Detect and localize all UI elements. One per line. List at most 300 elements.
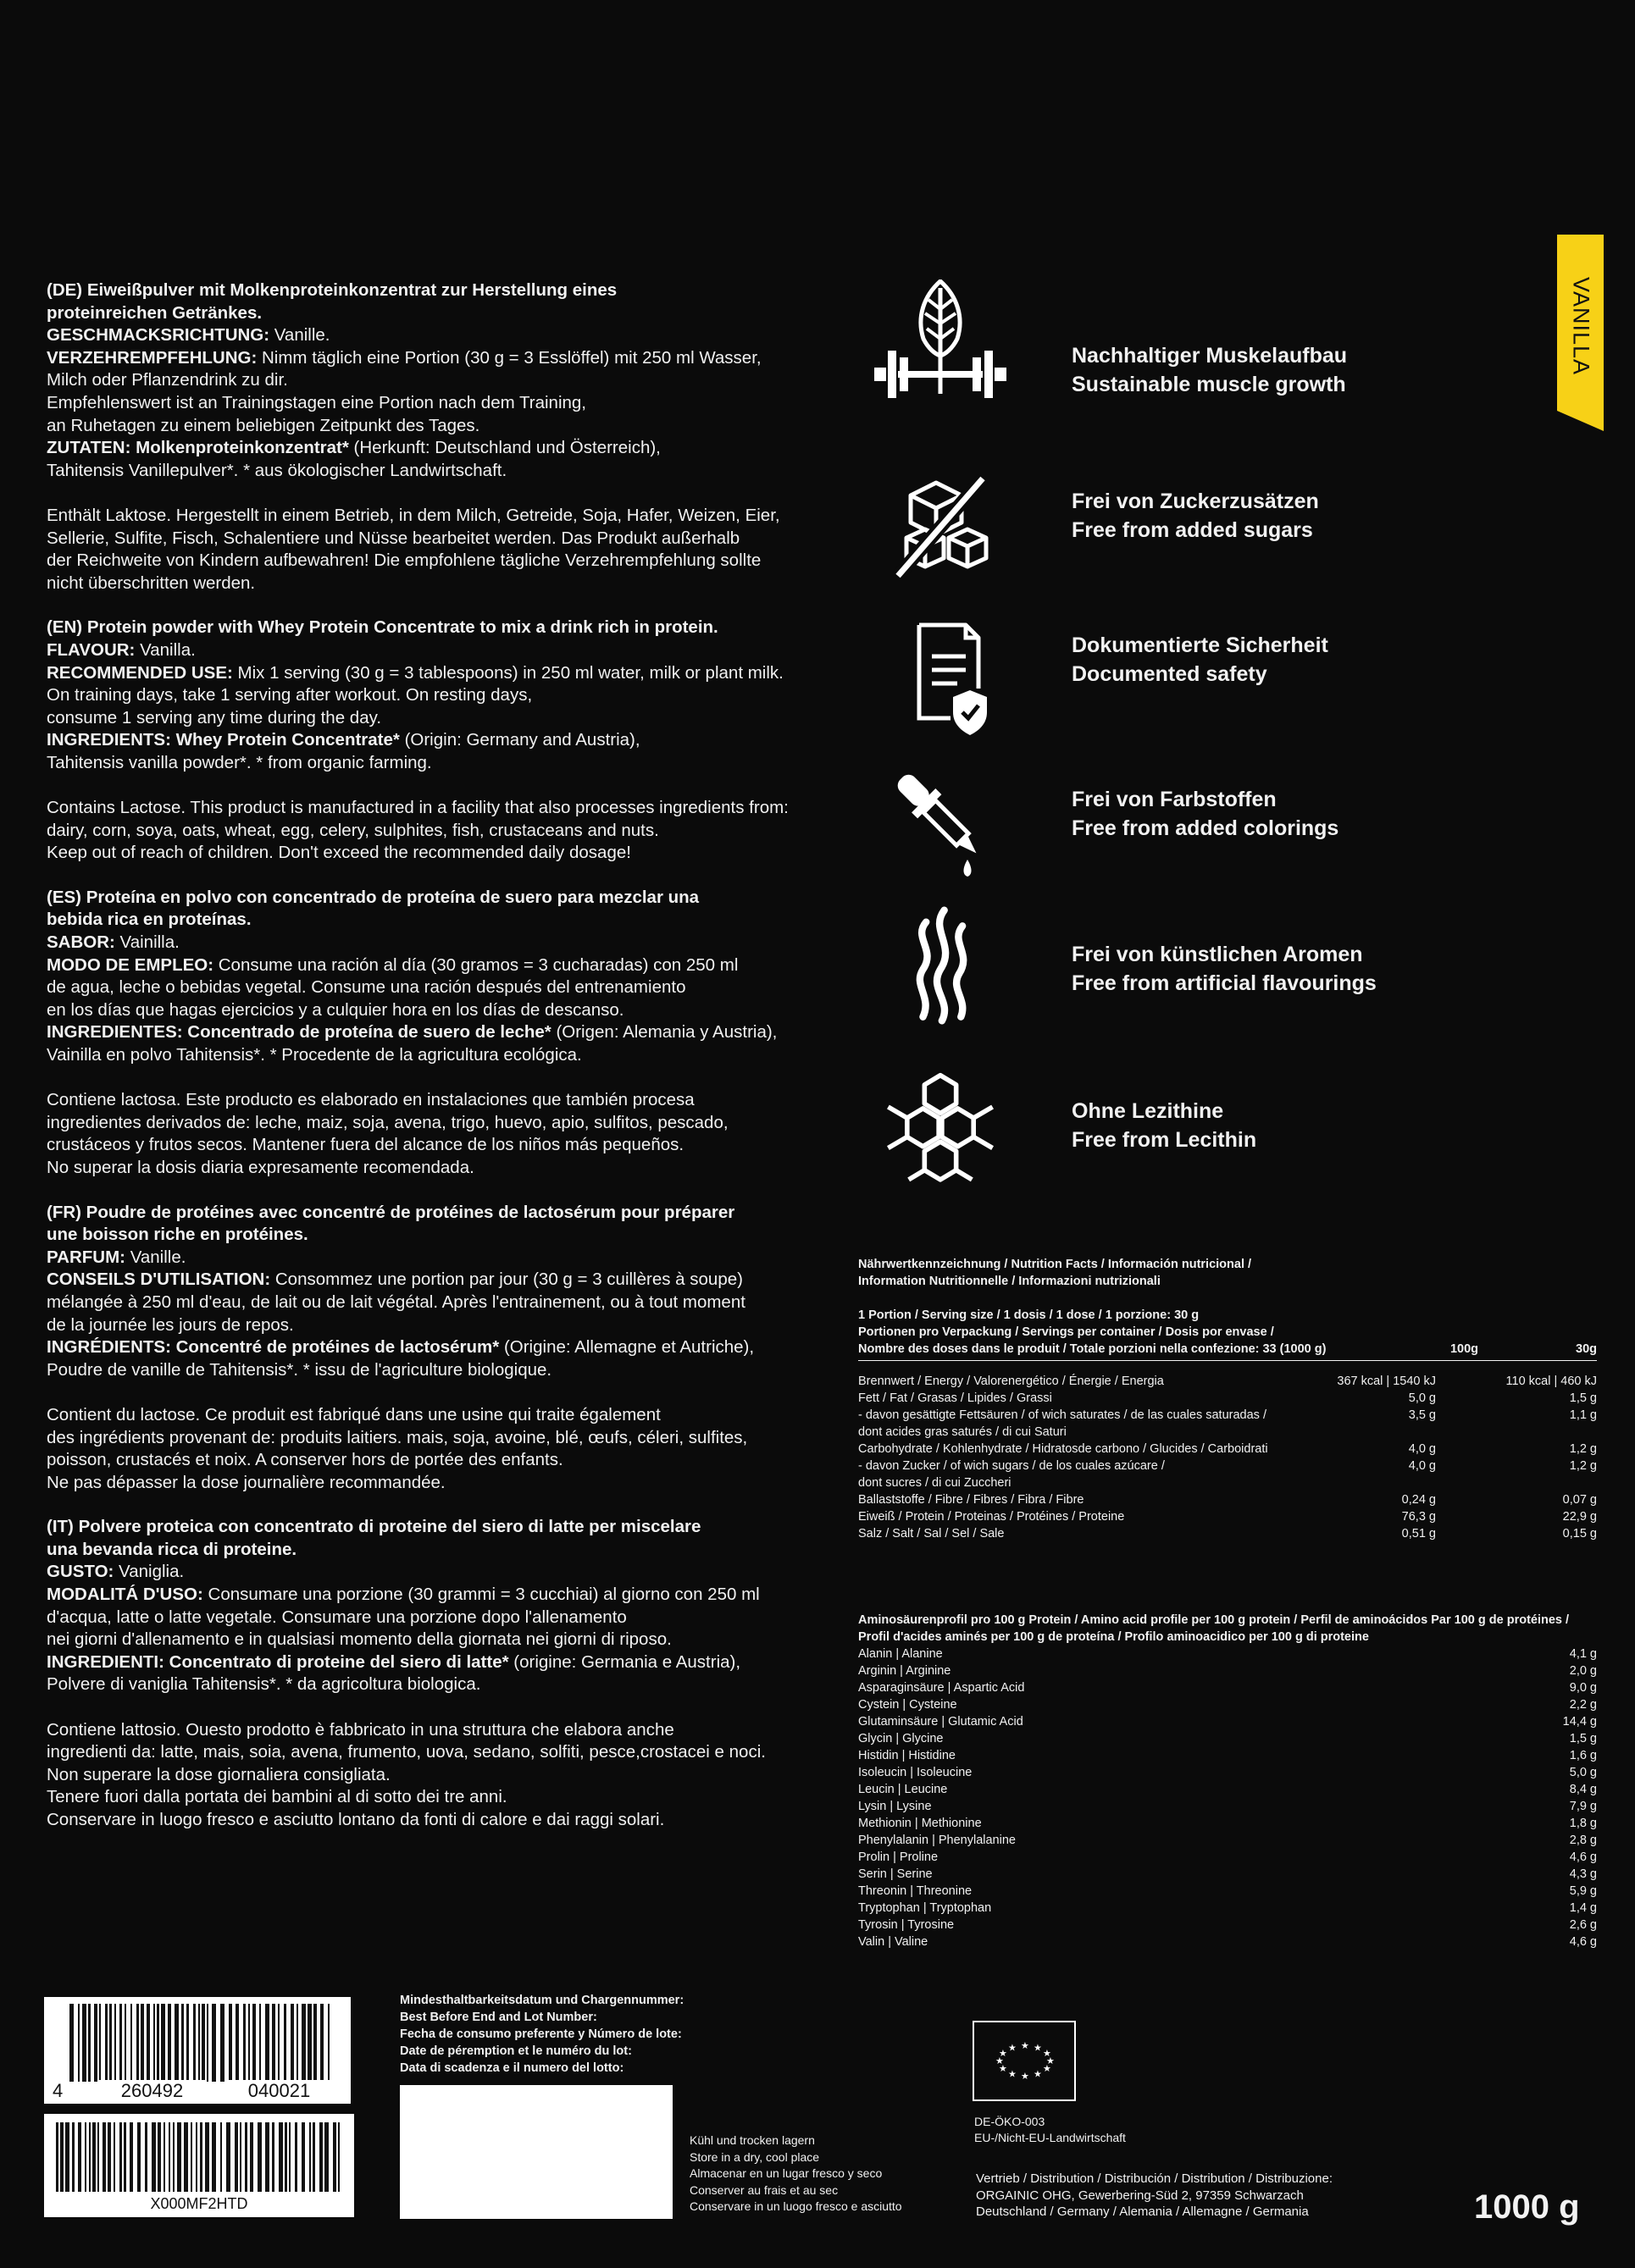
amino-row bbox=[858, 1815, 1597, 1832]
benefit-en: Documented safety bbox=[1072, 662, 1267, 686]
text-segment: Tahitensis vanilla powder*. * from organic farming. bbox=[47, 752, 432, 772]
bold-segment: INGREDIENTES: Concentrado de proteína de suero de leche* bbox=[47, 1022, 551, 1043]
amino-value: 9,0 g bbox=[1569, 1681, 1597, 1695]
amino-row bbox=[858, 1900, 1597, 1917]
text-line bbox=[47, 684, 834, 707]
text-segment: en los días que hagas ejercicios y a culquier hora en los días de descanso. bbox=[47, 999, 624, 1020]
text-segment: Conservare in luogo fresco e asciutto lontano da fonti di calore e dai raggi solari. bbox=[47, 1810, 665, 1829]
amino-row bbox=[858, 1849, 1597, 1866]
amino-value: 5,0 g bbox=[1569, 1766, 1597, 1779]
block-gap bbox=[47, 1180, 834, 1202]
amino-row bbox=[858, 1832, 1597, 1849]
text-line bbox=[47, 415, 834, 438]
block-gap bbox=[47, 1494, 834, 1516]
text-line bbox=[47, 1292, 834, 1314]
document-shield-icon bbox=[873, 621, 1008, 739]
benefit-de: Ohne Lezithine bbox=[1072, 1099, 1224, 1123]
amino-label: Phenylalanin | Phenylalanine bbox=[858, 1834, 1016, 1847]
benefit-en: Free from Lecithin bbox=[1072, 1128, 1257, 1152]
benefit-documented-safety bbox=[873, 621, 1601, 739]
benefit-muscle-growth bbox=[873, 279, 1601, 398]
bold-segment: (ES) Proteína en polvo con concentrado de proteína de suero para mezclar una bbox=[47, 887, 700, 907]
barcode-bar bbox=[333, 2122, 336, 2192]
amino-row bbox=[858, 1679, 1597, 1696]
nutrient-30g: 22,9 g bbox=[1562, 1510, 1597, 1524]
barcode-bar bbox=[297, 2004, 298, 2082]
text-line bbox=[47, 1044, 834, 1067]
amino-value: 1,6 g bbox=[1569, 1749, 1597, 1762]
amino-label: Serin | Serine bbox=[858, 1867, 933, 1881]
barcode-bar bbox=[184, 2122, 188, 2192]
barcode-bar bbox=[169, 2122, 170, 2192]
benefit-en: Free from added sugars bbox=[1072, 518, 1313, 542]
text-line bbox=[47, 1021, 834, 1044]
barcode-bar bbox=[175, 2004, 179, 2082]
text-line bbox=[47, 482, 834, 505]
barcode-bar bbox=[212, 2004, 216, 2082]
nutrient-100g: 76,3 g bbox=[1401, 1510, 1436, 1524]
barcode-bar bbox=[193, 2004, 196, 2082]
barcode-bar bbox=[82, 2004, 86, 2082]
ean-digits-left: 260492 bbox=[99, 2080, 205, 2102]
best-before-line: Mindesthaltbarkeitsdatum und Chargennummer: bbox=[400, 1994, 684, 2007]
text-line bbox=[47, 1764, 834, 1787]
barcode-bar bbox=[207, 2004, 208, 2082]
nutrition-servings-count: Nombre des doses dans le produit / Totale porzioni nella confezione: 33 (1000 g) bbox=[858, 1342, 1327, 1356]
eu-organic-logo bbox=[973, 2021, 1076, 2101]
benefit-de: Frei von Farbstoffen bbox=[1072, 788, 1277, 811]
eu-star-icon: ★ bbox=[1034, 2069, 1042, 2080]
barcode-bar bbox=[226, 2122, 230, 2192]
text-line bbox=[47, 1089, 834, 1112]
text-segment: Tahitensis Vanillepulver*. * aus ökologischer Landwirtschaft. bbox=[47, 460, 507, 480]
text-line bbox=[47, 1067, 834, 1090]
amino-label: Asparaginsäure | Aspartic Acid bbox=[858, 1681, 1025, 1695]
nutrient-30g: 110 kcal | 460 kJ bbox=[1505, 1375, 1597, 1388]
nutrition-row bbox=[858, 1525, 1597, 1542]
text-segment: an Ruhetagen zu einem beliebigen Zeitpunkt des Tages. bbox=[47, 415, 480, 435]
text-segment: Contient du lactose. Ce produit est fabriqué dans une usine qui traite également bbox=[47, 1404, 661, 1424]
benefit-de: Frei von künstlichen Aromen bbox=[1072, 943, 1363, 966]
amino-label: Methionin | Methionine bbox=[858, 1817, 982, 1830]
bold-segment: ZUTATEN: Molkenproteinkonzentrat* bbox=[47, 438, 349, 458]
eco-code: DE-ÖKO-003 bbox=[974, 2115, 1045, 2128]
amino-value: 8,4 g bbox=[1569, 1783, 1597, 1796]
barcode-bar bbox=[130, 2122, 133, 2192]
text-segment: (Origen: Alemania y Austria), bbox=[551, 1022, 778, 1043]
barcode-bar bbox=[69, 2004, 74, 2082]
eco-control bbox=[974, 2114, 1126, 2146]
bold-segment: bebida rica en proteínas. bbox=[47, 910, 252, 930]
ingredients-text-column bbox=[47, 279, 834, 1832]
amino-label: Glutaminsäure | Glutamic Acid bbox=[858, 1715, 1023, 1729]
nutrient-30g: 1,1 g bbox=[1569, 1408, 1597, 1422]
text-line bbox=[47, 392, 834, 415]
text-line bbox=[47, 752, 834, 775]
barcode-bar bbox=[181, 2004, 184, 2082]
barcode-bar bbox=[272, 2004, 275, 2082]
barcode-bar bbox=[313, 2004, 317, 2082]
nutrition-row bbox=[858, 1373, 1597, 1390]
benefit-no-lecithin bbox=[873, 1071, 1601, 1190]
barcode-bar bbox=[89, 2122, 91, 2192]
bold-segment: CONSEILS D'UTILISATION: bbox=[47, 1270, 271, 1290]
text-segment: Consume una ración al día (30 gramos = 3 cucharadas) con 250 ml bbox=[213, 954, 739, 975]
barcode-bar bbox=[319, 2122, 323, 2192]
text-segment: crustáceos y frutos secos. Mantener fuera del alcance de los niños más pequeños. bbox=[47, 1135, 684, 1155]
benefit-no-colorings bbox=[873, 766, 1601, 885]
benefit-de: Frei von Zuckerzusätzen bbox=[1072, 490, 1319, 513]
amino-row bbox=[858, 1696, 1597, 1713]
text-segment: de la journée les jours de repos. bbox=[47, 1314, 294, 1335]
barcode-bar bbox=[103, 2122, 106, 2192]
barcode-bar bbox=[85, 2122, 86, 2192]
molecule-hexagon-icon bbox=[873, 1071, 1008, 1190]
text-segment: nicht überschritten werden. bbox=[47, 573, 256, 593]
barcode-bar bbox=[236, 2004, 239, 2082]
barcode-bar bbox=[220, 2004, 224, 2082]
text-line bbox=[47, 302, 834, 325]
text-segment: Vanille. bbox=[125, 1247, 186, 1267]
nutrition-row bbox=[858, 1474, 1597, 1491]
text-segment: des ingrédients provenant de: produits laitiers. mais, soja, avoine, blé, œufs, céleri, sulfites, bbox=[47, 1427, 748, 1447]
text-line bbox=[47, 1381, 834, 1404]
text-line bbox=[47, 729, 834, 752]
benefit-en: Sustainable muscle growth bbox=[1072, 373, 1346, 396]
storage-info bbox=[690, 2132, 902, 2215]
bold-segment: una bevanda ricca di proteine. bbox=[47, 1539, 297, 1559]
bold-segment: (DE) Eiweißpulver mit Molkenproteinkonzentrat zur Herstellung eines bbox=[47, 280, 618, 300]
barcode-bar bbox=[119, 2122, 122, 2192]
text-line bbox=[47, 1786, 834, 1809]
text-segment: Polvere di vaniglia Tahitensis*. * da agricoltura biologica. bbox=[47, 1674, 481, 1695]
nutrition-title-2: Information Nutritionnelle / Informazioni nutrizionali bbox=[858, 1275, 1161, 1288]
text-line bbox=[47, 1336, 834, 1359]
nutrient-label: Ballaststoffe / Fibre / Fibres / Fibra / Fibre bbox=[858, 1493, 1084, 1507]
benefit-de: Dokumentierte Sicherheit bbox=[1072, 633, 1328, 657]
fnsku-barcode bbox=[44, 2114, 354, 2217]
text-segment: Mix 1 serving (30 g = 3 tablespoons) in 250 ml water, milk or plant milk. bbox=[232, 662, 784, 683]
barcode-bar bbox=[198, 2004, 200, 2082]
text-line bbox=[47, 1696, 834, 1719]
eu-star-icon: ★ bbox=[995, 2056, 1004, 2066]
bold-segment: MODALITÁ D'USO: bbox=[47, 1585, 203, 1605]
text-segment: No superar la dosis diaria expresamente recomendada. bbox=[47, 1157, 474, 1177]
barcode-bar bbox=[125, 2004, 126, 2082]
amino-row bbox=[858, 1662, 1597, 1679]
barcode-bar bbox=[285, 2122, 287, 2192]
barcode-bar bbox=[302, 2004, 306, 2082]
text-line bbox=[47, 774, 834, 797]
nutrition-row bbox=[858, 1407, 1597, 1424]
text-segment: Non superare la dose giornaliera consigliata. bbox=[47, 1764, 391, 1784]
barcode-bar bbox=[235, 2122, 238, 2192]
amino-value: 5,9 g bbox=[1569, 1884, 1597, 1898]
language-block bbox=[47, 1516, 834, 1831]
amino-label: Threonin | Threonine bbox=[858, 1884, 973, 1898]
barcode-bar bbox=[229, 2004, 232, 2082]
amino-value: 4,3 g bbox=[1569, 1867, 1597, 1881]
text-segment: (Origin: Germany and Austria), bbox=[399, 730, 640, 750]
barcode-bar bbox=[147, 2004, 150, 2082]
text-segment: Vaniglia. bbox=[114, 1562, 185, 1582]
barcode-bar bbox=[78, 2122, 81, 2192]
col-30g-header: 30g bbox=[1576, 1342, 1597, 1356]
ean-barcode bbox=[44, 1997, 351, 2104]
barcode-bar bbox=[88, 2004, 91, 2082]
amino-row bbox=[858, 1866, 1597, 1883]
nutrition-divider bbox=[858, 1360, 1597, 1361]
barcode-bar bbox=[324, 2122, 329, 2192]
block-gap bbox=[47, 865, 834, 887]
barcode-bar bbox=[265, 2122, 269, 2192]
text-segment: On training days, take 1 serving after workout. On resting days, bbox=[47, 685, 533, 705]
barcode-bar bbox=[278, 2004, 280, 2082]
text-line bbox=[47, 1314, 834, 1337]
amino-label: Lysin | Lysine bbox=[858, 1800, 932, 1813]
barcode-bar bbox=[158, 2122, 161, 2192]
amino-value: 1,4 g bbox=[1569, 1901, 1597, 1915]
text-segment: Enthält Laktose. Hergestellt in einem Betrieb, in dem Milch, Getreide, Soja, Hafer, Weizen, Eier, bbox=[47, 505, 780, 525]
barcode-bar bbox=[252, 2004, 256, 2082]
amino-acid-profile bbox=[858, 1612, 1597, 1950]
text-segment: Sellerie, Sulfite, Fisch, Schalentiere und Nüsse bearbeitet werden. Das Produkt außerhalb bbox=[47, 528, 740, 548]
amino-label: Leucin | Leucine bbox=[858, 1783, 948, 1796]
text-segment: nei giorni d'allenamento e in qualsiasi momento della giornata nei giorni di riposo. bbox=[47, 1629, 672, 1650]
text-segment: Vanille. bbox=[269, 325, 330, 346]
amino-label: Glycin | Glycine bbox=[858, 1732, 944, 1745]
text-line bbox=[47, 324, 834, 347]
nutrition-rows bbox=[858, 1373, 1597, 1542]
eu-star-icon: ★ bbox=[1021, 2072, 1029, 2082]
nutrition-row bbox=[858, 1441, 1597, 1458]
text-segment: ingredientes derivados de: leche, maiz, soja, avena, trigo, huevo, apio, sulfitos, pescado, bbox=[47, 1112, 729, 1132]
barcode-bar bbox=[124, 2122, 126, 2192]
benefit-de: Nachhaltiger Muskelaufbau bbox=[1072, 344, 1348, 368]
barcode-bar bbox=[295, 2122, 297, 2192]
text-line bbox=[47, 528, 834, 550]
nutrition-row bbox=[858, 1390, 1597, 1407]
nutrition-facts bbox=[858, 1256, 1597, 1542]
barcode-bar bbox=[145, 2122, 147, 2192]
text-line bbox=[47, 842, 834, 865]
text-segment: Poudre de vanille de Tahitensis*. * issu de l'agriculture biologique. bbox=[47, 1359, 552, 1380]
sugar-cubes-crossed-icon bbox=[873, 470, 1008, 589]
nutrient-label: Fett / Fat / Grasas / Lipides / Grassi bbox=[858, 1391, 1052, 1405]
nutrient-100g: 3,5 g bbox=[1408, 1408, 1436, 1422]
amino-row bbox=[858, 1764, 1597, 1781]
amino-label: Prolin | Proline bbox=[858, 1850, 939, 1864]
nutrition-row bbox=[858, 1491, 1597, 1508]
text-line bbox=[47, 1651, 834, 1674]
barcode-bar bbox=[157, 2004, 159, 2082]
nutrient-label: Carbohydrate / Kohlenhydrate / Hidratosde carbono / Glucides / Carboidrati bbox=[858, 1442, 1268, 1456]
text-line bbox=[47, 1607, 834, 1629]
text-segment: Tenere fuori dalla portata dei bambini al di sotto dei tre anni. bbox=[47, 1787, 507, 1807]
flavor-tab-label: VANILLA bbox=[1568, 276, 1594, 376]
text-segment: Ne pas dépasser la dose journalière recommandée. bbox=[47, 1472, 446, 1492]
barcode-bar bbox=[114, 2004, 116, 2082]
barcode-bar bbox=[245, 2122, 247, 2192]
text-segment: (Origine: Allemagne et Autriche), bbox=[499, 1337, 755, 1358]
storage-line: Store in a dry, cool place bbox=[690, 2149, 820, 2164]
text-segment: Empfehlenswert ist an Trainingstagen eine Portion nach dem Training, bbox=[47, 392, 587, 412]
text-segment: dairy, corn, soya, oats, wheat, egg, celery, sulphites, fish, crustaceans and nuts. bbox=[47, 820, 659, 840]
text-line bbox=[47, 1719, 834, 1742]
language-block bbox=[47, 1202, 834, 1495]
barcode-bar bbox=[284, 2004, 286, 2082]
barcode-bar bbox=[119, 2004, 122, 2082]
eu-star-icon: ★ bbox=[1042, 2049, 1051, 2059]
barcode-bar bbox=[114, 2122, 115, 2192]
best-before-line: Date de péremption et le numéro du lot: bbox=[400, 2044, 632, 2058]
amino-label: Tyrosin | Tyrosine bbox=[858, 1918, 955, 1932]
nutrient-30g: 1,2 g bbox=[1569, 1459, 1597, 1473]
dropper-icon bbox=[873, 766, 1008, 885]
storage-line: Conserver au frais et au sec bbox=[690, 2182, 839, 2197]
bold-segment: proteinreichen Getränkes. bbox=[47, 302, 263, 323]
distribution-info bbox=[976, 2171, 1333, 2221]
benefit-text bbox=[1072, 940, 1377, 998]
barcode-bar bbox=[108, 2122, 111, 2192]
text-segment: Consumare una porzione (30 grammi = 3 cucchiai) al giorno con 250 ml bbox=[202, 1585, 760, 1605]
text-line bbox=[47, 932, 834, 954]
barcode-bar bbox=[272, 2122, 274, 2192]
storage-line: Conservare in un luogo fresco e asciutto bbox=[690, 2199, 902, 2213]
text-line bbox=[47, 1673, 834, 1696]
text-line bbox=[47, 797, 834, 820]
text-segment: de agua, leche o bebidas vegetal. Consume una ración después del entrenamiento bbox=[47, 977, 686, 998]
amino-row bbox=[858, 1646, 1597, 1662]
amino-value: 4,1 g bbox=[1569, 1647, 1597, 1661]
barcode-bar bbox=[109, 2004, 112, 2082]
nutrient-100g: 5,0 g bbox=[1408, 1391, 1436, 1405]
distribution-line: ORGAINIC OHG, Gewerbering-Süd 2, 97359 Schwarzach bbox=[976, 2188, 1304, 2203]
barcode-bar bbox=[291, 2004, 294, 2082]
barcode-bar bbox=[99, 2004, 101, 2082]
fnsku-code: X000MF2HTD bbox=[150, 2195, 248, 2212]
aroma-steam-icon bbox=[873, 906, 1008, 1025]
amino-value: 2,6 g bbox=[1569, 1918, 1597, 1932]
barcode-bar bbox=[205, 2122, 209, 2192]
eu-leaf-stars-icon bbox=[974, 2022, 1074, 2099]
nutrition-serving-size: 1 Portion / Serving size / 1 dosis / 1 dose / 1 porzione: 30 g bbox=[858, 1308, 1200, 1322]
language-block bbox=[47, 617, 834, 865]
eu-star-icon: ★ bbox=[999, 2064, 1007, 2074]
text-segment: Vanilla. bbox=[135, 639, 196, 660]
nutrient-label: dont sucres / di cui Zuccheri bbox=[858, 1476, 1011, 1490]
eu-star-icon: ★ bbox=[1034, 2043, 1042, 2054]
language-block bbox=[47, 279, 834, 595]
text-line bbox=[47, 550, 834, 573]
amino-label: Isoleucin | Isoleucine bbox=[858, 1766, 973, 1779]
text-line bbox=[47, 1134, 834, 1157]
text-segment: Contains Lactose. This product is manufactured in a facility that also processes ingredients from: bbox=[47, 798, 789, 818]
barcode-bar bbox=[94, 2004, 97, 2082]
text-line bbox=[47, 999, 834, 1022]
amino-value: 7,9 g bbox=[1569, 1800, 1597, 1813]
text-segment: mélangée à 250 ml d'eau, de lait ou de lait végétal. Après l'entrainement, ou à tout moment bbox=[47, 1292, 745, 1312]
barcode-bar bbox=[243, 2004, 246, 2082]
barcode-bar bbox=[60, 2122, 64, 2192]
bold-segment: INGRÉDIENTS: Concentré de protéines de lactosérum* bbox=[47, 1337, 500, 1358]
text-line bbox=[47, 1809, 834, 1832]
bold-segment: GUSTO: bbox=[47, 1562, 114, 1582]
barcode-bar bbox=[259, 2004, 261, 2082]
text-segment: Vainilla en polvo Tahitensis*. * Procedente de la agricultura ecológica. bbox=[47, 1045, 582, 1065]
text-segment: (Herkunft: Deutschland und Österreich), bbox=[348, 438, 661, 458]
bold-segment: RECOMMENDED USE: bbox=[47, 662, 233, 683]
amino-label: Tryptophan | Tryptophan bbox=[858, 1901, 992, 1915]
barcode-bar bbox=[265, 2004, 269, 2082]
bold-segment: (EN) Protein powder with Whey Protein Concentrate to mix a drink rich in protein. bbox=[47, 617, 718, 638]
nutrient-label: dont acides gras saturés / di cui Saturi bbox=[858, 1425, 1067, 1439]
bold-segment: FLAVOUR: bbox=[47, 639, 136, 660]
nutrient-100g: 367 kcal | 1540 kJ bbox=[1337, 1375, 1436, 1388]
nutrient-100g: 0,24 g bbox=[1401, 1493, 1436, 1507]
nutrient-30g: 1,5 g bbox=[1569, 1391, 1597, 1405]
benefit-text bbox=[1072, 341, 1347, 399]
barcode-bar bbox=[152, 2122, 156, 2192]
barcode-bar bbox=[153, 2004, 155, 2082]
text-line bbox=[47, 1112, 834, 1135]
text-segment: Nimm täglich eine Portion (30 g = 3 Esslöffel) mit 250 ml Wasser, bbox=[257, 347, 762, 368]
amino-value: 2,8 g bbox=[1569, 1834, 1597, 1847]
amino-label: Alanin | Alanine bbox=[858, 1647, 943, 1661]
barcode-bar bbox=[328, 2004, 330, 2082]
bold-segment: une boisson riche en protéines. bbox=[47, 1225, 308, 1245]
amino-value: 4,6 g bbox=[1569, 1935, 1597, 1949]
best-before-info bbox=[400, 1992, 684, 2077]
amino-row bbox=[858, 1781, 1597, 1798]
text-segment: Milch oder Pflanzendrink zu dir. bbox=[47, 370, 288, 390]
text-line bbox=[47, 954, 834, 977]
storage-line: Kühl und trocken lagern bbox=[690, 2133, 815, 2147]
eu-star-icon: ★ bbox=[1021, 2041, 1029, 2051]
nutrient-label: Eiweiß / Protein / Proteinas / Protéines / Proteine bbox=[858, 1510, 1125, 1524]
text-line bbox=[47, 976, 834, 999]
barcode-bar bbox=[173, 2122, 175, 2192]
barcode-bar bbox=[240, 2122, 241, 2192]
text-line bbox=[47, 1472, 834, 1495]
language-block bbox=[47, 887, 834, 1180]
storage-line: Almacenar en un lugar fresco y seco bbox=[690, 2166, 883, 2180]
text-line bbox=[47, 662, 834, 685]
best-before-line: Best Before End and Lot Number: bbox=[400, 2011, 597, 2024]
text-line bbox=[47, 573, 834, 595]
bold-segment: MODO DE EMPLEO: bbox=[47, 954, 214, 975]
barcode-bar bbox=[313, 2122, 315, 2192]
amino-row bbox=[858, 1883, 1597, 1900]
barcode-bar bbox=[200, 2122, 202, 2192]
barcode-bar bbox=[338, 2122, 340, 2192]
amino-row bbox=[858, 1747, 1597, 1764]
nutrition-row bbox=[858, 1424, 1597, 1441]
text-line bbox=[47, 1629, 834, 1651]
ean-digits-right: 040021 bbox=[226, 2080, 332, 2102]
text-line bbox=[47, 1247, 834, 1270]
bold-segment: INGREDIENTI: Concentrato di proteine del siero di latte* bbox=[47, 1651, 509, 1672]
barcode-bar bbox=[161, 2004, 165, 2082]
barcode-bar bbox=[186, 2004, 189, 2082]
nutrient-100g: 4,0 g bbox=[1408, 1442, 1436, 1456]
barcode-bar bbox=[220, 2122, 222, 2192]
text-segment: ingredienti da: latte, mais, soia, avena, frumento, uova, sedano, solfiti, pesce,crostacei e noci. bbox=[47, 1742, 766, 1762]
barcode-bar bbox=[136, 2004, 139, 2082]
barcode-bar bbox=[141, 2004, 144, 2082]
nutrition-row bbox=[858, 1508, 1597, 1525]
text-segment: der Reichweite von Kindern aufbewahren! Die empfohlene tägliche Verzehrempfehlung sollte bbox=[47, 550, 762, 571]
